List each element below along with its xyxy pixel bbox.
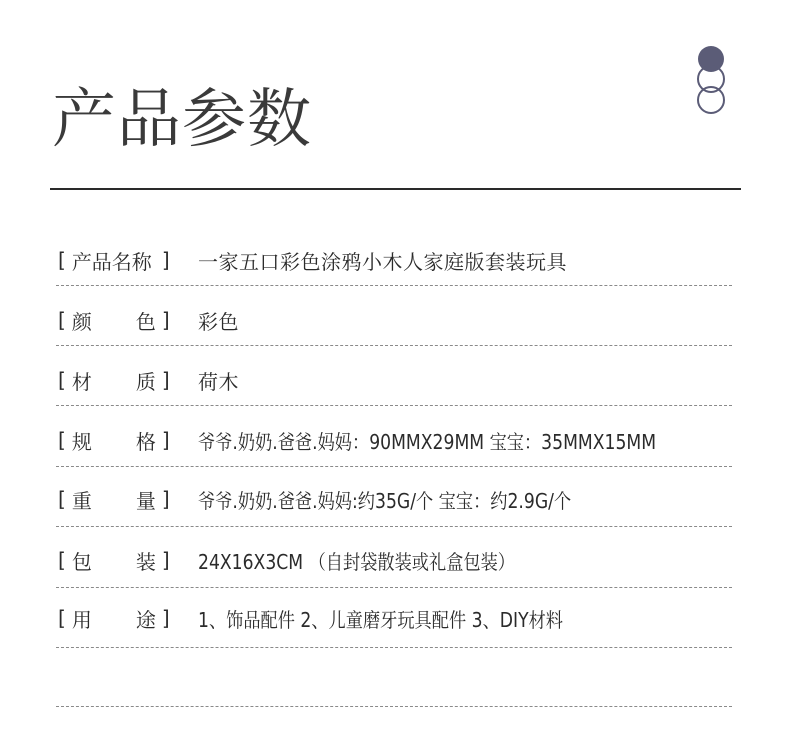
param-label-part: 材 — [71, 369, 92, 394]
param-value: 1、饰品配件 2、儿童磨牙玩具配件 3、DIY材料 — [198, 607, 563, 632]
param-value: 爷爷.奶奶.爸爸.妈妈:约35G/个 宝宝：约2.9G/个 — [198, 488, 572, 513]
row-divider — [56, 466, 732, 467]
title-divider — [50, 188, 741, 190]
decorative-circles-icon — [694, 44, 728, 118]
row-divider — [56, 706, 732, 707]
param-label-part: 包 — [71, 549, 92, 574]
param-label-part: 色 — [135, 309, 156, 334]
param-label-part: 产品名称 — [71, 249, 152, 274]
bracket-close: ] — [161, 308, 170, 332]
bracket-open: [ — [58, 248, 66, 272]
param-row-weight — [58, 479, 738, 519]
param-label-part: 途 — [135, 607, 156, 632]
row-divider — [56, 587, 732, 588]
param-label-part: 规 — [71, 429, 92, 454]
bracket-close: ] — [161, 248, 170, 272]
param-value: 一家五口彩色涂鸦小木人家庭版套装玩具 — [198, 249, 567, 274]
param-label — [58, 246, 190, 275]
bracket-open: [ — [58, 308, 66, 332]
param-label-part: 重 — [71, 488, 92, 513]
param-value: 荷木 — [198, 369, 239, 394]
param-label-text — [66, 546, 162, 575]
row-divider — [56, 345, 732, 346]
bracket-close: ] — [161, 428, 170, 452]
bracket-close: ] — [161, 606, 170, 630]
param-label-text — [66, 306, 162, 335]
row-divider — [56, 647, 732, 648]
param-label — [58, 366, 190, 395]
bracket-open: [ — [58, 487, 66, 511]
param-label-text — [66, 485, 162, 514]
bracket-close: ] — [161, 487, 170, 511]
param-value: 爷爷.奶奶.爸爸.妈妈：90MMX29MM 宝宝：35MMX15MM — [198, 429, 657, 454]
param-value: 彩色 — [198, 309, 239, 334]
param-row-packaging — [58, 540, 738, 580]
param-label — [58, 306, 190, 335]
param-label-text — [66, 604, 162, 633]
param-row-name — [58, 240, 738, 280]
param-label-part: 量 — [135, 488, 156, 513]
bracket-open: [ — [58, 428, 66, 452]
bracket-close: ] — [161, 368, 170, 392]
param-label — [58, 546, 190, 575]
param-label — [58, 485, 190, 514]
param-value: 24X16X3CM （自封袋散装或礼盒包装） — [198, 549, 516, 574]
outline-circle-bottom — [698, 87, 724, 113]
row-divider — [56, 285, 732, 286]
bracket-open: [ — [58, 548, 66, 572]
param-label — [58, 604, 190, 633]
param-row-usage — [58, 598, 738, 638]
param-row-material — [58, 360, 738, 400]
param-label-text — [66, 246, 162, 275]
bracket-close: ] — [161, 548, 170, 572]
param-row-color — [58, 300, 738, 340]
page-title: 产品参数 — [52, 83, 312, 157]
param-label-part: 用 — [71, 607, 92, 632]
param-label-text — [66, 426, 162, 455]
row-divider — [56, 526, 732, 527]
bracket-open: [ — [58, 368, 66, 392]
param-label-text — [66, 366, 162, 395]
param-label-part: 颜 — [71, 309, 92, 334]
row-divider — [56, 405, 732, 406]
param-row-size — [58, 420, 738, 460]
param-label-part: 装 — [135, 549, 156, 574]
param-label-part: 格 — [135, 429, 156, 454]
bracket-open: [ — [58, 606, 66, 630]
param-label — [58, 426, 190, 455]
filled-circle — [698, 46, 724, 72]
param-label-part: 质 — [135, 369, 156, 394]
